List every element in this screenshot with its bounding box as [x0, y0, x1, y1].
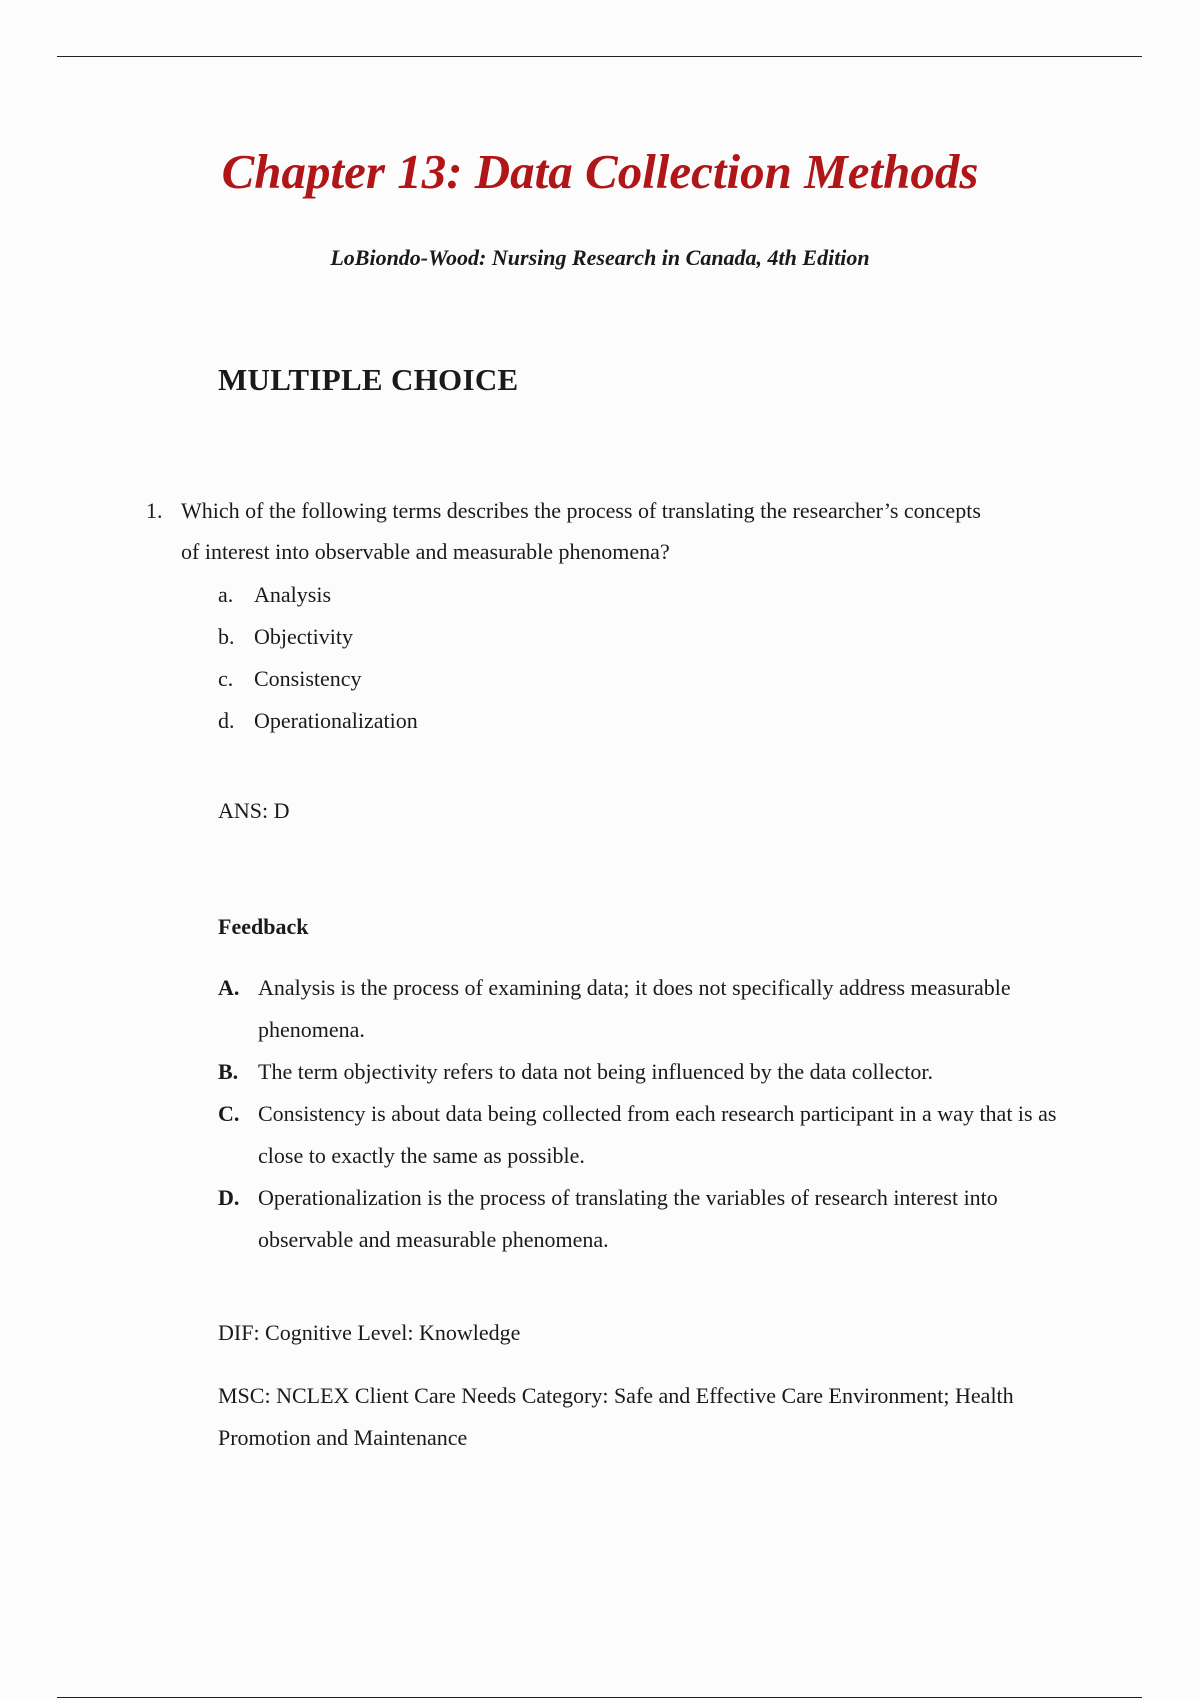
option-item — [218, 616, 1046, 658]
option-text: Objectivity — [254, 624, 353, 649]
feedback-letter: D. — [218, 1185, 240, 1210]
msc-category: MSC: NCLEX Client Care Needs Category: Safe and Effective Care Environment; Health Promotion and Maintenance — [218, 1383, 1014, 1450]
question-number: 1. — [146, 498, 163, 523]
option-text: Operationalization — [254, 708, 418, 733]
feedback-text: Operationalization is the process of translating the variables of research interest into observable and measurable phenomena. — [258, 1185, 998, 1252]
option-item — [218, 700, 1046, 742]
feedback-letter: B. — [218, 1059, 239, 1084]
answer-key: ANS: D — [218, 798, 290, 823]
question-text: Which of the following terms describes the process of translating the researcher’s concepts of interest into observable and measurable phenomena? — [181, 498, 981, 564]
option-item — [218, 658, 1046, 700]
feedback-heading: Feedback — [218, 914, 309, 939]
option-item — [218, 574, 1046, 616]
question-block — [146, 490, 1046, 742]
answer-options — [218, 574, 1046, 742]
feedback-letter: C. — [218, 1101, 240, 1126]
book-subtitle: LoBiondo-Wood: Nursing Research in Canada, 4th Edition — [330, 245, 870, 270]
section-heading: MULTIPLE CHOICE — [218, 362, 519, 397]
option-letter: d. — [218, 708, 235, 733]
option-letter: c. — [218, 666, 234, 691]
top-rule — [57, 56, 1142, 57]
option-letter: a. — [218, 582, 234, 607]
feedback-list — [218, 967, 1078, 1261]
feedback-item — [218, 1051, 1078, 1093]
chapter-title: Chapter 13: Data Collection Methods — [221, 144, 979, 199]
feedback-text: Analysis is the process of examining data; it does not specifically address measurable phenomena. — [258, 975, 1011, 1042]
difficulty-level: DIF: Cognitive Level: Knowledge — [218, 1320, 521, 1345]
feedback-text: The term objectivity refers to data not being influenced by the data collector. — [258, 1059, 934, 1084]
feedback-item — [218, 1093, 1078, 1177]
bottom-rule — [57, 1697, 1142, 1698]
feedback-letter: A. — [218, 975, 240, 1000]
option-letter: b. — [218, 624, 235, 649]
option-text: Analysis — [254, 582, 331, 607]
feedback-text: Consistency is about data being collected from each research participant in a way that is as close to exactly the same as possible. — [258, 1101, 1057, 1168]
option-text: Consistency — [254, 666, 362, 691]
feedback-item — [218, 1177, 1078, 1261]
feedback-item — [218, 967, 1078, 1051]
